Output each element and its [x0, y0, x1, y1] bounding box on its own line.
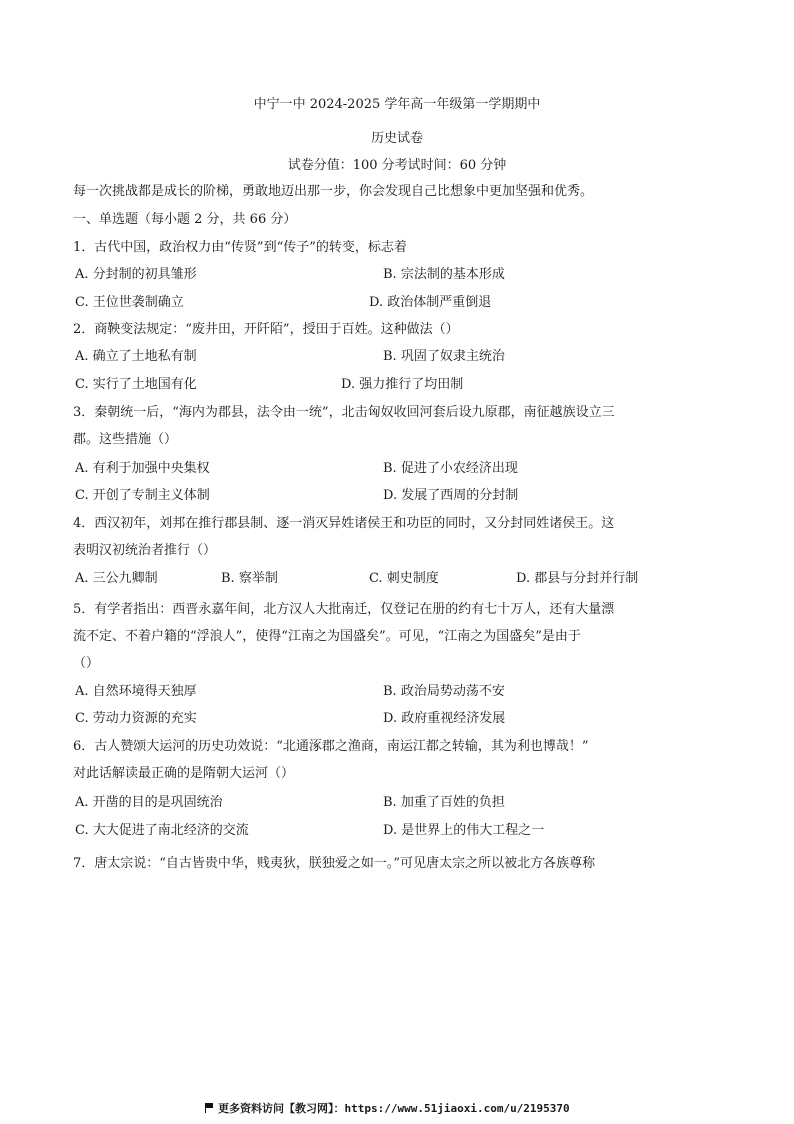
- question-stem: 对此话解读最正确的是隋朝大运河（）: [73, 766, 295, 781]
- option-a: A. 自然环境得天独厚: [75, 684, 197, 699]
- option-a: A. 有利于加强中央集权: [75, 461, 210, 476]
- option-a: A. 确立了土地私有制: [75, 349, 197, 364]
- section-title: 一、单选题（每小题 2 分，共 66 分）: [73, 212, 297, 227]
- exam-title: 中宁一中 2024-2025 学年高一年级第一学期期中: [253, 97, 541, 112]
- option-a: A. 开凿的目的是巩固统治: [75, 795, 223, 810]
- option-c: C. 实行了土地国有化: [75, 377, 197, 392]
- option-d: D. 是世界上的伟大工程之一: [383, 823, 545, 838]
- question-stem: （）: [73, 656, 100, 671]
- exam-subtitle: 历史试卷: [370, 131, 423, 146]
- option-a: A. 三公九卿制: [75, 571, 158, 586]
- option-b: B. 加重了百姓的负担: [383, 795, 505, 810]
- question-stem: 7．唐太宗说：“自古皆贵中华，贱夷狄，朕独爱之如一。”可见唐太宗之所以被北方各族尊称: [73, 856, 596, 871]
- flag-icon: [205, 1103, 214, 1113]
- question-stem: 4．西汉初年，刘邦在推行郡县制、逐一消灭异姓诸侯王和功臣的同时，又分封同姓诸侯王。这: [73, 516, 615, 531]
- question-stem: 郡。这些措施（）: [73, 432, 178, 447]
- option-b: B. 促进了小农经济出现: [383, 461, 518, 476]
- question-stem: 1．古代中国，政治权力由“传贤”到“传子”的转变，标志着: [73, 240, 407, 255]
- option-d: D. 政府重视经济发展: [383, 711, 506, 726]
- option-b: B. 宗法制的基本形成: [383, 267, 505, 282]
- score-info: 试卷分值：100 分考试时间：60 分钟: [287, 158, 507, 173]
- question-stem: 5．有学者指出：西晋永嘉年间，北方汉人大批南迁，仅登记在册的约有七十万人，还有大量漂: [73, 602, 615, 617]
- motto: 每一次挑战都是成长的阶梯，勇敢地迈出那一步，你会发现自己比想象中更加坚强和优秀。: [73, 184, 594, 199]
- option-c: C. 开创了专制主义体制: [75, 488, 210, 503]
- question-stem: 6．古人赞颂大运河的历史功效说：“北通涿郡之渔商，南运江都之转输，其为利也博哉！”: [73, 739, 589, 754]
- option-c: C. 大大促进了南北经济的交流: [75, 823, 249, 838]
- option-d: D. 强力推行了均田制: [341, 377, 464, 392]
- footer-text: 更多资料访问【教习网】：https://www.51jiaoxi.com/u/2195370: [218, 1102, 570, 1115]
- option-c: C. 王位世袭制确立: [75, 295, 184, 310]
- option-b: B. 巩固了奴隶主统治: [383, 349, 505, 364]
- option-c: C. 劳动力资源的充实: [75, 711, 197, 726]
- option-a: A. 分封制的初具雏形: [75, 267, 197, 282]
- question-stem: 3．秦朝统一后，“海内为郡县，法令由一统”，北击匈奴收回河套后设九原郡，南征越族设立三: [73, 405, 615, 420]
- option-b: B. 察举制: [221, 571, 278, 586]
- option-b: B. 政治局势动荡不安: [383, 684, 505, 699]
- option-d: D. 郡县与分封并行制: [516, 571, 639, 586]
- option-d: D. 政治体制严重倒退: [369, 295, 492, 310]
- option-c: C. 刺史制度: [369, 571, 439, 586]
- question-stem: 2．商鞅变法规定：“废井田，开阡陌”，授田于百姓。这种做法（）: [73, 322, 459, 337]
- question-stem: 流不定、不着户籍的“浮浪人”，使得“江南之为国盛矣”。可见，“江南之为国盛矣”是由于: [73, 629, 581, 644]
- option-d: D. 发展了西周的分封制: [383, 488, 519, 503]
- question-stem: 表明汉初统治者推行（）: [73, 543, 217, 558]
- footer-link[interactable]: [205, 1100, 570, 1116]
